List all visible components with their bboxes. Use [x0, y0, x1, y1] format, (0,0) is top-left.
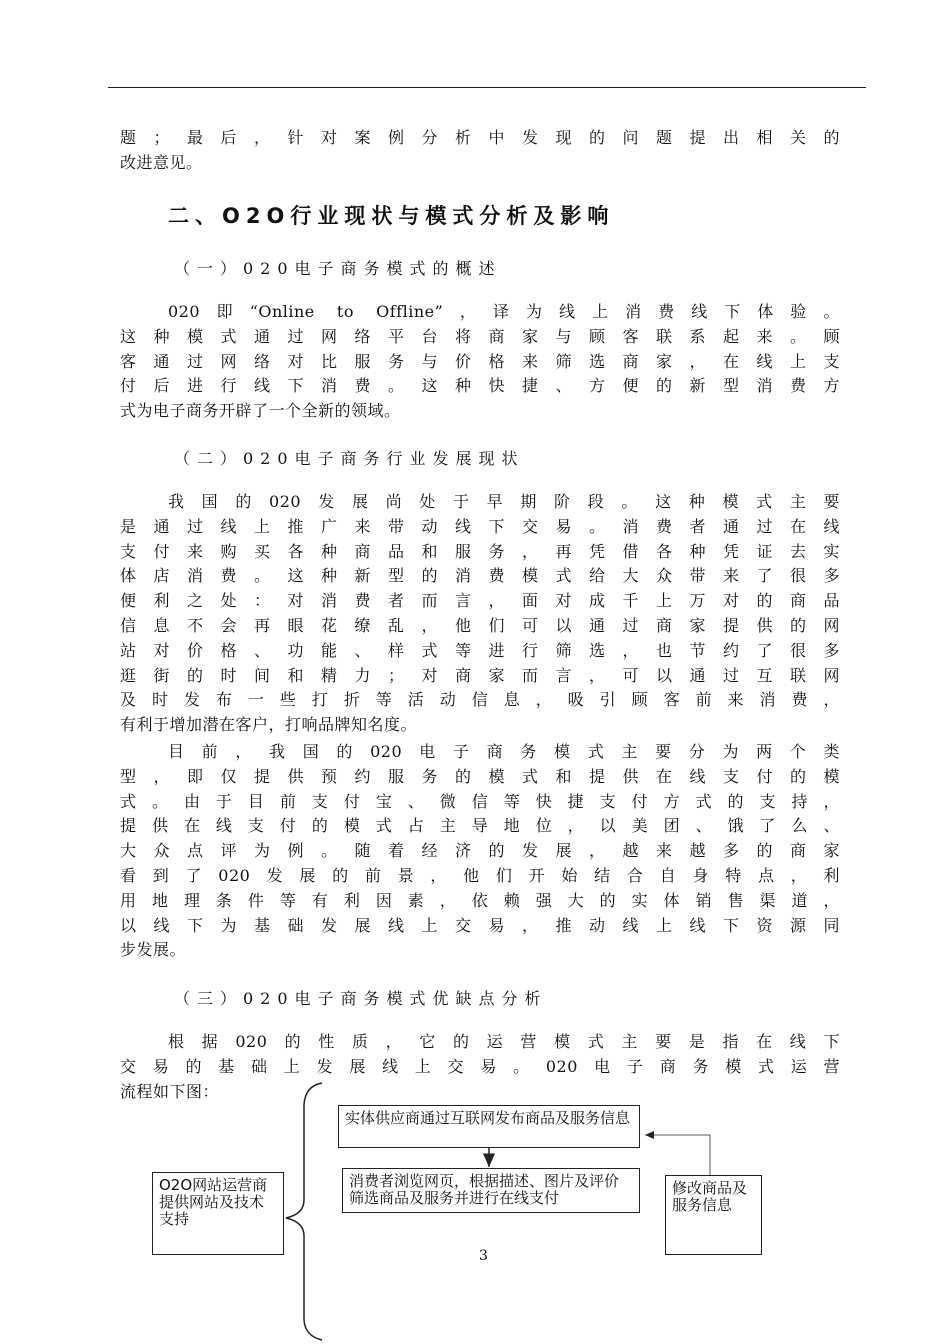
- text-line: 改进意见。: [120, 152, 203, 172]
- subsection-title-1: （一）020电子商务模式的概述: [174, 259, 502, 278]
- subsection-title-3: （三）020电子商务模式优缺点分析: [174, 989, 548, 1008]
- text-line: 付后进行线下消费。这种快捷、方便的新型消费方: [120, 376, 840, 396]
- text-line: 用地理条件等有利因素，依赖强大的实体销售渠道，: [120, 890, 840, 910]
- text-line: 体店消费。这种新型的消费模式给大众带来了很多: [120, 566, 840, 586]
- text-line: 这种模式通过网络平台将商家与顾客联系起来。顾: [120, 326, 840, 346]
- text-line: 信息不会再眼花缭乱，他们可以通过商家提供的网: [120, 615, 840, 635]
- text-line: 题；最后，针对案例分析中发现的问题提出相关的: [120, 128, 840, 147]
- text-line: 以线下为基础发展线上交易，推动线上线下资源同: [120, 915, 840, 935]
- text-line: 我国的020发展尚处于早期阶段。这种模式主要: [168, 492, 840, 511]
- text-line: 020即“Online to Offline”，译为线上消费线下体验。: [168, 302, 840, 321]
- text-line: 客通过网络对比服务与价格来筛选商家，在线上支: [120, 351, 840, 371]
- text-line: 步发展。: [120, 940, 187, 960]
- text-line: 支付来购买各种商品和服务，再凭借各种凭证去实: [120, 541, 840, 561]
- text-line: 根据020的性质，它的运营模式主要是指在线下: [168, 1032, 840, 1051]
- text-line: 提供在线支付的模式占主导地位，以美团、饿了么、: [120, 816, 840, 836]
- box-consumer: 消费者浏览网页，根据描述、图片及评价筛选商品及服务并进行在线支付: [342, 1168, 640, 1213]
- brace-connector: [286, 1083, 322, 1340]
- text-line: 是通过线上推广来带动线下交易。消费者通过在线: [120, 516, 840, 536]
- text-line: 式为电子商务开辟了一个全新的领域。: [120, 401, 401, 421]
- text-line: 流程如下图：: [120, 1081, 220, 1101]
- text-line: 型，即仅提供预约服务的模式和提供在线支付的模: [120, 766, 840, 786]
- arrow-feedback: [645, 1135, 710, 1175]
- section-title: 二、O2O行业现状与模式分析及影响: [168, 204, 615, 228]
- box-modify: 修改商品及服务信息: [665, 1175, 762, 1255]
- text-line: 看到了020发展的前景，他们开始结合自身特点，利: [120, 865, 840, 885]
- text-line: 逛街的时间和精力；对商家而言，可以通过互联网: [120, 665, 840, 685]
- text-line: 大众点评为例。随着经济的发展，越来越多的商家: [120, 841, 840, 861]
- text-line: 式。由于目前支付宝、微信等快捷支付方式的支持，: [120, 791, 840, 811]
- text-line: 交易的基础上发展线上交易。020电子商务模式运营: [120, 1056, 840, 1076]
- text-line: 站对价格、功能、样式等进行筛选，也节约了很多: [120, 640, 840, 660]
- subsection-title-2: （二）020电子商务行业发展现状: [174, 449, 525, 468]
- text-line: 目前，我国的020电子商务模式主要分为两个类: [168, 742, 840, 761]
- text-line: 及时发布一些打折等活动信息，吸引顾客前来消费，: [120, 690, 840, 710]
- text-line: 便利之处：对消费者而言，面对成千上万对的商品: [120, 591, 840, 611]
- page-number: 3: [479, 1248, 488, 1264]
- box-operator: O2O网站运营商提供网站及技术支持: [152, 1172, 284, 1255]
- text-line: 有利于增加潜在客户，打响品牌知名度。: [120, 715, 418, 735]
- box-supplier: 实体供应商通过互联网发布商品及服务信息: [338, 1105, 640, 1148]
